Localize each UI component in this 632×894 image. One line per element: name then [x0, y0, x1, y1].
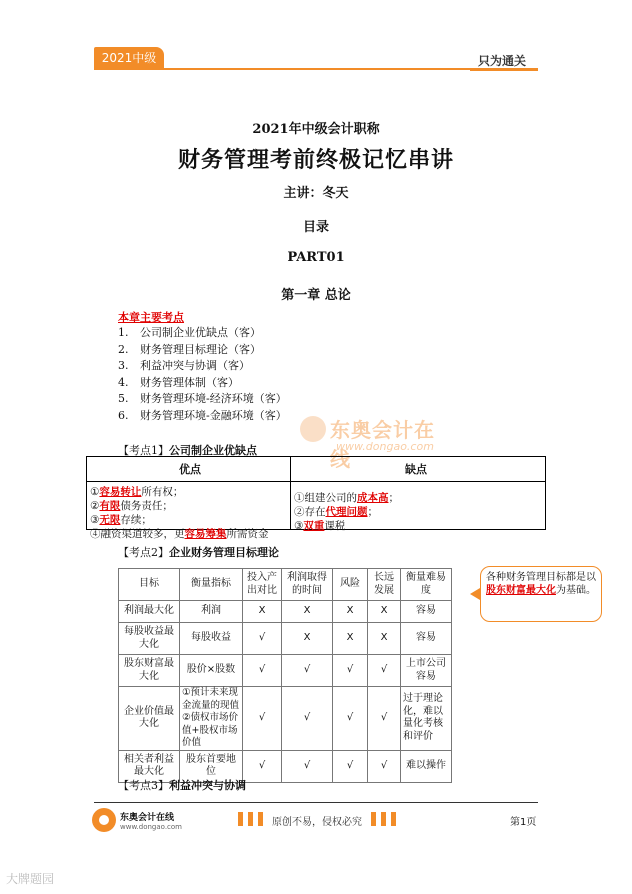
exam-title: 2021年中级会计职称 [252, 122, 380, 137]
pros-cons-table [86, 456, 546, 540]
list-item: 2. 财务管理目标理论（客） [118, 342, 261, 356]
cons-list [294, 491, 399, 533]
list-item: ①容易转让所有权； [90, 486, 184, 498]
footer-rule [94, 802, 538, 803]
page-number: 第1页 [510, 817, 537, 828]
footer-slogan: 原创不易，侵权必究 [272, 817, 362, 828]
document-title: 财务管理考前终极记忆串讲 [177, 147, 454, 173]
table-header-row: 目标 衡量指标 投入产出对比 利润取得的时间 风险 长远发展 衡量难易度 [119, 569, 452, 601]
header-slogan-bar [470, 68, 538, 71]
header-slogan: 只为通关 [478, 54, 527, 68]
checker-decoration-left [238, 812, 268, 826]
table-row: 企业价值最大化 ①预计未来现金流量的现值 ②债权市场价值+股权市场价值 √ √ √ √ 过于理论化，难以量化考核和评价 [119, 687, 452, 751]
pros-header: 优点 [179, 463, 201, 476]
chapter-heading: 第一章 总论 [281, 288, 351, 303]
table-row: 利润最大化 利润 X X X X 容易 [119, 601, 452, 623]
callout-pointer [470, 588, 480, 600]
list-item: 5. 财务管理环境-经济环境（客） [118, 392, 287, 405]
list-item: ④融资渠道较多，更容易筹集所需资金 [90, 528, 269, 540]
brand-logo-icon [92, 808, 116, 832]
key-points-heading: 本章主要考点 [118, 311, 184, 324]
watermark-url: www.dongao.com [336, 440, 434, 453]
list-item: 6. 财务管理环境-金融环境（客） [118, 408, 287, 422]
corner-watermark: 大牌题园 [6, 872, 55, 886]
section-2-heading: 【考点2】企业财务管理目标理论 [118, 546, 279, 559]
checker-decoration-right [366, 812, 396, 826]
section-3-heading: 【考点3】利益冲突与协调 [118, 779, 246, 792]
key-points-list [118, 325, 287, 424]
lecturer: 主讲：冬天 [283, 186, 349, 201]
list-item: 1. 公司制企业优缺点（客） [118, 326, 261, 339]
list-item: ①组建公司的成本高； [294, 492, 399, 504]
table-row: 每股收益最大化 每股收益 √ X X X 容易 [119, 623, 452, 655]
table-row: 股东财富最大化 股价×股数 √ √ √ √ 上市公司容易 [119, 655, 452, 687]
list-item: ②有限债务责任； [90, 500, 173, 512]
list-item: ②存在代理问题； [294, 506, 378, 518]
footer-brand: 东奥会计在线 [120, 813, 175, 823]
goals-comparison-table [118, 568, 452, 783]
watermark-text: 东奥会计在线 [330, 418, 435, 471]
list-item: 4. 财务管理体制（客） [118, 375, 239, 389]
table-row: 相关者利益最大化 股东首要地位 √ √ √ √ 难以操作 [119, 750, 452, 782]
list-item: ③双重课税 [294, 520, 346, 532]
list-item: 3. 利益冲突与协调（客） [118, 359, 250, 372]
footer-url: www.dongao.com [120, 823, 182, 831]
part-heading: PART01 [287, 250, 345, 265]
section-1-heading: 【考点1】公司制企业优缺点 [118, 444, 257, 457]
pros-list [90, 485, 269, 541]
list-item: ③无限存续； [90, 514, 152, 526]
watermark-logo-icon [300, 416, 326, 442]
callout-note: 各种财务管理目标都是以股东财富最大化为基础。 [480, 566, 602, 622]
toc-heading: 目录 [302, 220, 329, 235]
header-tab: 2021中级 [94, 47, 164, 69]
cons-header: 缺点 [405, 463, 427, 476]
